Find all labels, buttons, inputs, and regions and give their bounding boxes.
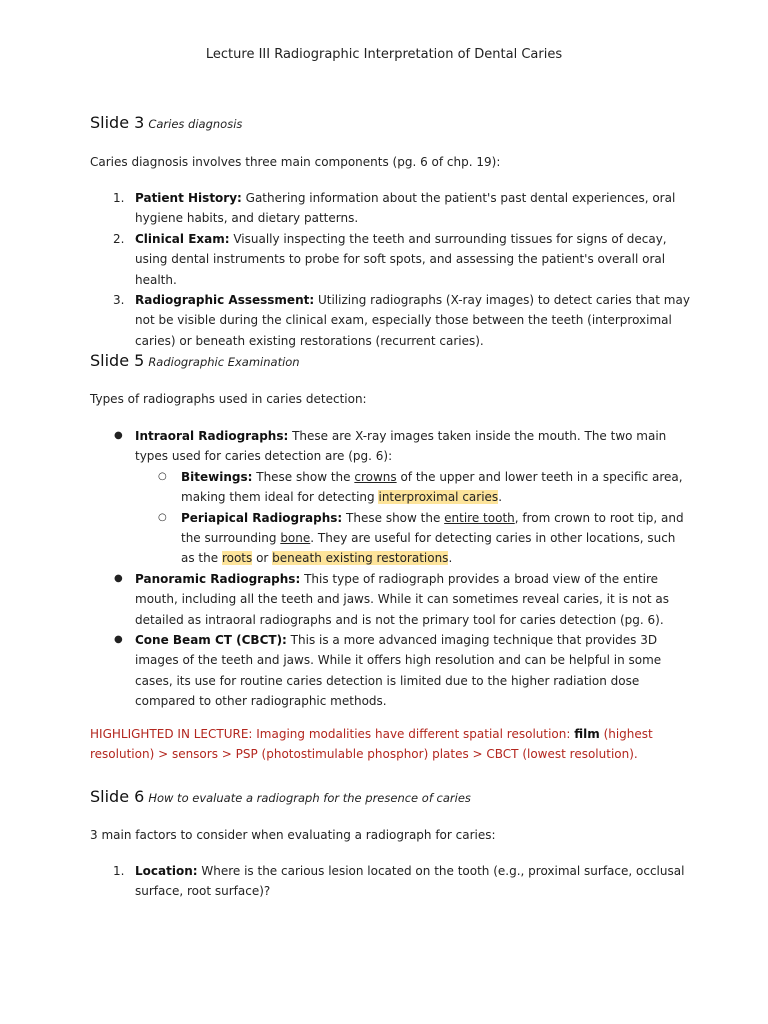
list-item	[90, 290, 692, 351]
item-label: Bitewings:	[181, 469, 253, 484]
list-number: 3.	[113, 293, 125, 308]
slide-5-list	[90, 426, 692, 712]
slide-3-intro: Caries diagnosis involves three main components (pg. 6 of chp. 19):	[90, 155, 501, 169]
list-item	[90, 188, 692, 229]
slide-3-list	[90, 188, 692, 351]
list-item-cbct	[90, 630, 692, 712]
item-text: , from crown to root tip, and the surrounding	[181, 510, 684, 546]
item-text: These show the	[252, 469, 355, 484]
item-text: These show the	[342, 510, 445, 525]
sub-item-periapical	[90, 508, 692, 569]
item-text: This type of radiograph provides a broad view of the entire mouth, including all the teeth and jaws. While it can sometimes reveal caries, it is not as detailed as intraoral radiographs and is not the primary tool for caries detection (pg. 6).	[135, 571, 670, 627]
item-text: This is a more advanced imaging technique that provides 3D images of the teeth and jaws. While it offers high resolution and can be helpful in some cases, its use for routine caries detection is limited due to the higher radiation dose compared to other radiographic methods.	[135, 633, 662, 709]
slide-5-intro: Types of radiographs used in caries detection:	[90, 392, 367, 406]
list-item-intraoral	[90, 426, 692, 467]
item-label: Patient History:	[135, 191, 242, 205]
slide-5-heading	[90, 351, 692, 370]
item-text: Visually inspecting the teeth and surrounding tissues for signs of decay, using dental instruments to probe for soft spots, and assessing the patient's overall oral health.	[135, 231, 667, 287]
item-text: . They are useful for detecting caries in other locations, such as the	[181, 531, 676, 566]
item-text: of the upper and lower teeth in a specific area, making them ideal for detecting	[181, 469, 683, 505]
list-number: 1.	[113, 864, 125, 878]
document-title: Lecture III Radiographic Interpretation of Dental Caries	[205, 47, 563, 62]
highlighted-text: roots	[221, 551, 253, 566]
item-label: Panoramic Radiographs:	[135, 571, 301, 586]
item-label: Clinical Exam:	[135, 231, 230, 246]
list-number: 2.	[113, 231, 125, 246]
item-label: Intraoral Radiographs:	[135, 429, 289, 443]
note-text: (highest resolution) > sensors > PSP (photostimulable phosphor) plates > CBCT (lowest resolution).	[90, 727, 653, 761]
item-label: Cone Beam CT (CBCT):	[135, 633, 287, 648]
underlined-text: crowns	[354, 469, 397, 484]
bullet-icon: ●	[114, 634, 123, 646]
lecture-highlight-note	[90, 724, 692, 764]
slide-5-label: Slide 5	[90, 351, 145, 370]
highlighted-text: beneath existing restorations	[272, 551, 449, 566]
list-item	[90, 229, 692, 290]
item-text: .	[498, 490, 503, 505]
note-text: HIGHLIGHTED IN LECTURE: Imaging modalities have different spatial resolution:	[90, 727, 575, 741]
slide-6-intro: 3 main factors to consider when evaluating a radiograph for caries:	[90, 828, 496, 842]
slide-6-subheading: How to evaluate a radiograph for the presence of caries	[148, 791, 471, 805]
item-text: or	[252, 551, 273, 566]
bullet-icon: ●	[114, 430, 123, 441]
slide-3-heading	[90, 113, 692, 132]
list-item-panoramic	[90, 569, 692, 630]
item-text: .	[448, 551, 453, 566]
bullet-icon: ●	[114, 572, 123, 584]
item-text: Where is the carious lesion located on the tooth (e.g., proximal surface, occlusal surface, root surface)?	[135, 864, 685, 899]
item-label: Location:	[135, 864, 198, 878]
slide-6-label: Slide 6	[90, 787, 145, 806]
slide-5-subheading: Radiographic Examination	[148, 355, 300, 369]
item-text: These are X-ray images taken inside the mouth. The two main types used for caries detection are (pg. 6):	[135, 429, 667, 464]
underlined-text: bone	[280, 531, 311, 546]
item-text: Gathering information about the patient's past dental experiences, oral hygiene habits, and dietary patterns.	[135, 191, 676, 226]
list-item	[90, 861, 692, 902]
item-label: Radiographic Assessment:	[135, 293, 315, 308]
circle-bullet-icon: ○	[158, 470, 167, 482]
highlighted-text: interproximal caries	[378, 490, 499, 505]
slide-3-subheading: Caries diagnosis	[148, 117, 243, 131]
item-label: Periapical Radiographs:	[181, 510, 343, 525]
slide-6-list	[90, 861, 692, 902]
note-bold: film	[574, 727, 600, 741]
list-number: 1.	[113, 191, 125, 205]
item-text: Utilizing radiographs (X-ray images) to detect caries that may not be visible during the clinical exam, especially those between the teeth (interproximal caries) or beneath existing restorations (recurrent caries).	[135, 293, 690, 348]
slide-3-label: Slide 3	[90, 113, 145, 132]
sub-item-bitewings	[90, 467, 692, 508]
slide-6-heading	[90, 787, 692, 806]
circle-bullet-icon: ○	[158, 511, 167, 523]
underlined-text: entire tooth	[444, 510, 515, 525]
